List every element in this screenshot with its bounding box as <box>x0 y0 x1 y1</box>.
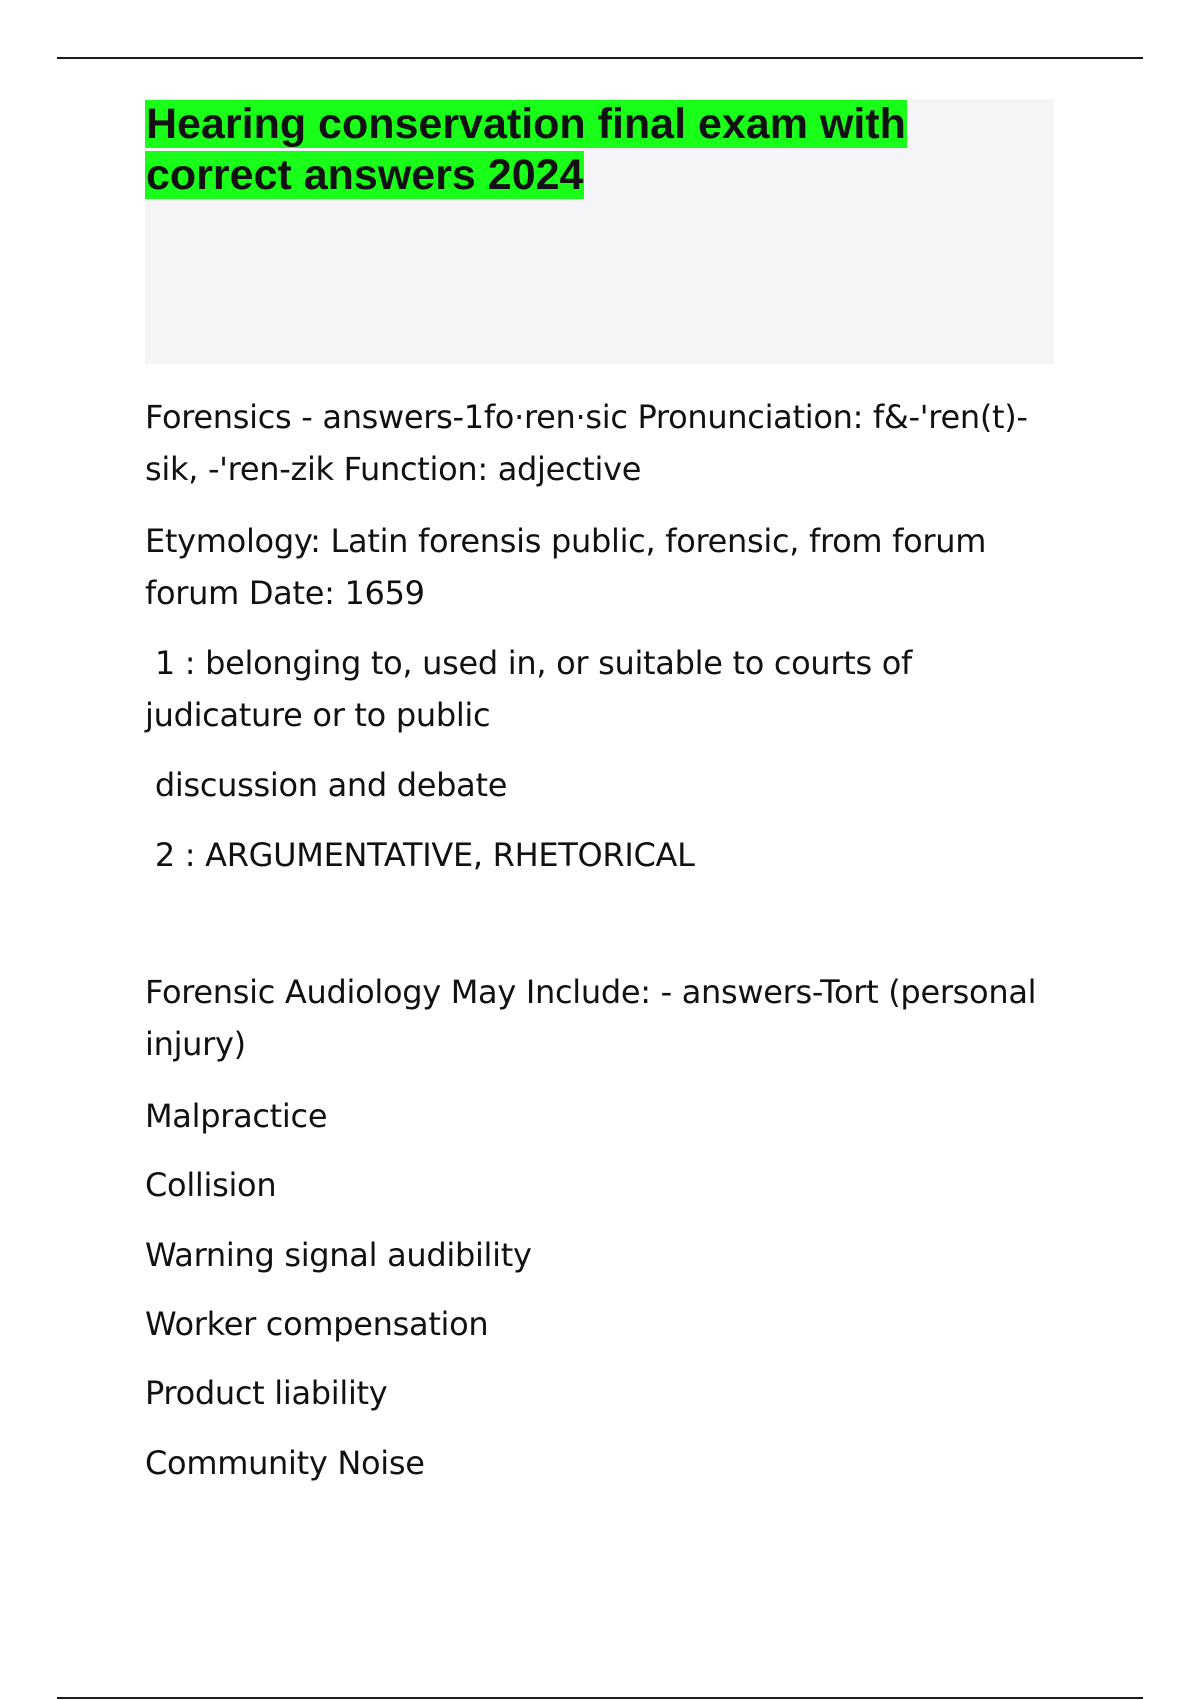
etymology-line: Etymology: Latin forensis public, forensic, from forum forum Date: 1659 <box>145 522 996 612</box>
list-item: Community Noise <box>145 1444 425 1482</box>
list-item: Warning signal audibility <box>145 1236 532 1274</box>
definition-1-continued: discussion and debate <box>145 766 508 804</box>
header-rule <box>57 57 1143 59</box>
list-item: Malpractice <box>145 1097 328 1135</box>
document-title <box>145 99 1054 201</box>
title-line-2: correct answers 2024 <box>146 151 584 199</box>
definition-1: 1 : belonging to, used in, or suitable to courts of judicature or to public <box>145 644 922 734</box>
title-line-1: Hearing conservation final exam with <box>146 100 906 148</box>
list-item: Worker compensation <box>145 1305 489 1343</box>
definition-2: 2 : ARGUMENTATIVE, RHETORICAL <box>145 836 695 874</box>
title-box <box>145 99 1054 364</box>
list-item: Product liability <box>145 1374 388 1412</box>
footer-rule <box>57 1697 1143 1699</box>
forensic-audiology-heading: Forensic Audiology May Include: - answers-Tort (personal injury) <box>145 973 1047 1063</box>
forensics-definition: Forensics - answers-1fo·ren·sic Pronunciation: f&-'ren(t)-sik, -'ren-zik Function: adjective <box>145 398 1028 488</box>
list-item: Collision <box>145 1166 277 1204</box>
